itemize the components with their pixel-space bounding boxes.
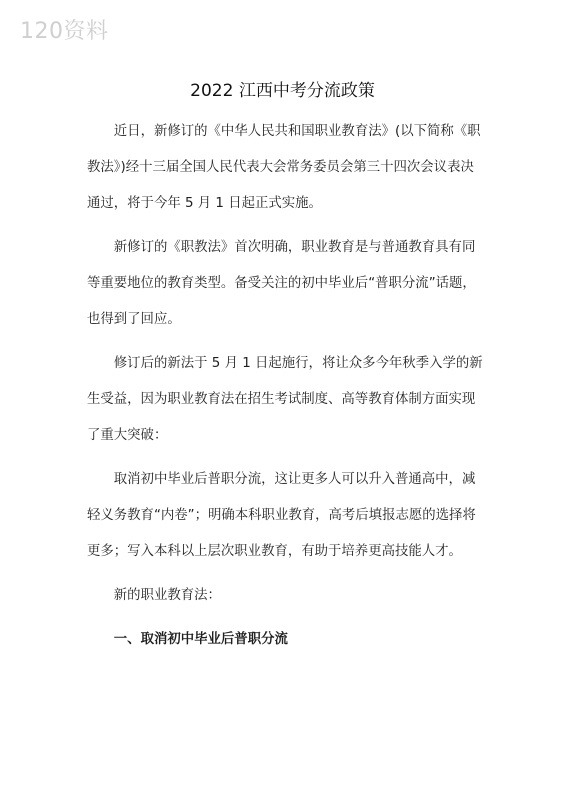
- paragraph-line: 了重大突破：: [87, 428, 168, 443]
- paragraph-4: [87, 462, 479, 570]
- paragraph-line: 更多；写入本科以上层次职业教育，有助于培养更高技能人才。: [87, 544, 462, 559]
- paragraph-line: 也得到了回应。: [87, 312, 181, 327]
- paragraph-2: [87, 230, 479, 338]
- paragraph-1: [87, 114, 479, 222]
- document-title: 2022 江西中考分流政策: [190, 81, 375, 101]
- paragraph-line: 轻义务教育“内卷”；明确本科职业教育，高考后填报志愿的选择将: [87, 508, 476, 523]
- paragraph-line: 教法》)经十三届全国人民代表大会常务委员会第三十四次会议表决: [87, 160, 474, 175]
- paragraph-line: 通过，将于今年 5 月 1 日起正式实施。: [87, 196, 322, 211]
- paragraph-line: 新修订的《职教法》首次明确，职业教育是与普通教育具有同: [113, 240, 476, 255]
- paragraph-line: 近日，新修订的《中华人民共和国职业教育法》(以下简称《职: [113, 124, 481, 139]
- paragraph-line: 修订后的新法于 5 月 1 日起施行，将让众多今年秋季入学的新: [113, 356, 483, 371]
- document-body: [87, 114, 483, 658]
- paragraph-line: 取消初中毕业后普职分流，这让更多人可以升入普通高中，减: [113, 472, 476, 487]
- paragraph-line: 新的职业教育法：: [113, 588, 221, 603]
- section-heading: 一、取消初中毕业后普职分流: [113, 632, 288, 647]
- paragraph-3: [87, 346, 483, 454]
- watermark: 120资料: [20, 19, 109, 44]
- paragraph-line: 等重要地位的教育类型。备受关注的初中毕业后“普职分流”话题，: [87, 276, 476, 291]
- paragraph-5: [87, 578, 479, 614]
- paragraph-line: 生受益，因为职业教育法在招生考试制度、高等教育体制方面实现: [87, 392, 476, 407]
